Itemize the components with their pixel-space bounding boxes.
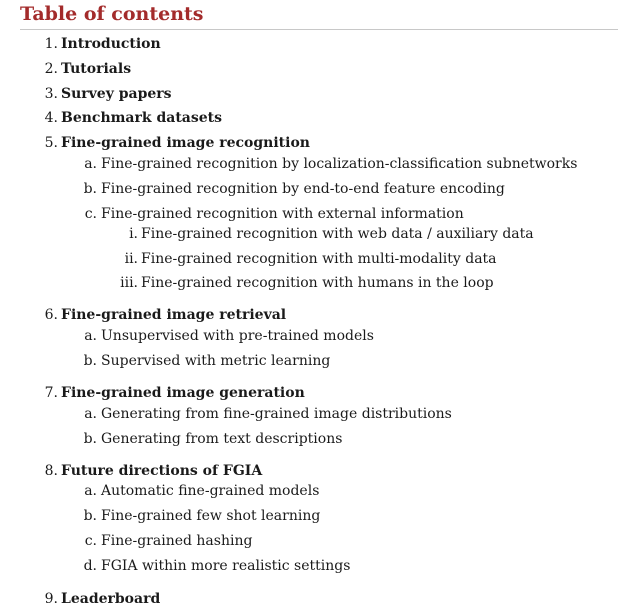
toc-link-future-directions[interactable]: Future directions of FGIA xyxy=(61,463,263,479)
toc-item-number: 3. xyxy=(44,86,58,102)
toc-link-end-to-end-encoding[interactable]: Fine-grained recognition by end-to-end feature encoding xyxy=(101,181,505,197)
toc-subitem-letter: b. xyxy=(83,181,97,197)
toc-item-number: 9. xyxy=(44,591,58,607)
toc-subitem-letter: b. xyxy=(83,508,97,524)
toc-link-leaderboard[interactable]: Leaderboard xyxy=(61,591,161,607)
toc-item-number: 1. xyxy=(44,36,58,52)
toc-link-text-descriptions[interactable]: Generating from text descriptions xyxy=(101,431,343,447)
toc-subsubitem-numeral: ii. xyxy=(124,251,138,267)
toc-item-number: 8. xyxy=(44,463,58,479)
toc-subitem-letter: a. xyxy=(84,406,97,422)
toc-link-multi-modality[interactable]: Fine-grained recognition with multi-modality data xyxy=(141,251,497,267)
toc-link-external-information[interactable]: Fine-grained recognition with external information xyxy=(101,206,464,222)
toc-link-image-retrieval[interactable]: Fine-grained image retrieval xyxy=(61,307,287,323)
toc-subitem-letter: b. xyxy=(83,353,97,369)
toc-link-survey-papers[interactable]: Survey papers xyxy=(61,86,172,102)
toc-link-image-generation[interactable]: Fine-grained image generation xyxy=(61,385,305,401)
toc-title: Table of contents xyxy=(20,3,204,25)
toc-subitem-letter: a. xyxy=(84,483,97,499)
toc-link-hashing[interactable]: Fine-grained hashing xyxy=(101,533,253,549)
toc-item-number: 6. xyxy=(44,307,58,323)
toc-item-number: 4. xyxy=(44,110,58,126)
toc-link-tutorials[interactable]: Tutorials xyxy=(61,61,132,77)
toc-link-supervised[interactable]: Supervised with metric learning xyxy=(101,353,331,369)
toc-item-number: 7. xyxy=(44,385,58,401)
toc-subsubitem-numeral: iii. xyxy=(120,275,138,291)
toc-subsubitem-numeral: i. xyxy=(129,226,138,242)
toc-link-few-shot[interactable]: Fine-grained few shot learning xyxy=(101,508,321,524)
toc-subitem-letter: b. xyxy=(83,431,97,447)
toc-subitem-letter: a. xyxy=(84,328,97,344)
toc-link-image-recognition[interactable]: Fine-grained image recognition xyxy=(61,135,310,151)
title-divider xyxy=(20,29,618,30)
toc-subitem-letter: c. xyxy=(84,206,97,222)
toc-subitem-letter: a. xyxy=(84,156,97,172)
toc-link-introduction[interactable]: Introduction xyxy=(61,36,161,52)
toc-link-realistic-settings[interactable]: FGIA within more realistic settings xyxy=(101,558,351,574)
toc-item-number: 5. xyxy=(44,135,58,151)
toc-item-number: 2. xyxy=(44,61,58,77)
toc-link-web-data[interactable]: Fine-grained recognition with web data / auxiliary data xyxy=(141,226,534,242)
toc-link-unsupervised[interactable]: Unsupervised with pre-trained models xyxy=(101,328,374,344)
toc-subitem-letter: c. xyxy=(84,533,97,549)
toc-subitem-letter: d. xyxy=(83,558,97,574)
toc-link-humans-in-loop[interactable]: Fine-grained recognition with humans in the loop xyxy=(141,275,494,291)
toc-link-localization-classification[interactable]: Fine-grained recognition by localization-classification subnetworks xyxy=(101,156,578,172)
toc-link-benchmark-datasets[interactable]: Benchmark datasets xyxy=(61,110,222,126)
toc-link-automatic-models[interactable]: Automatic fine-grained models xyxy=(101,483,320,499)
toc-link-image-distributions[interactable]: Generating from fine-grained image distributions xyxy=(101,406,452,422)
